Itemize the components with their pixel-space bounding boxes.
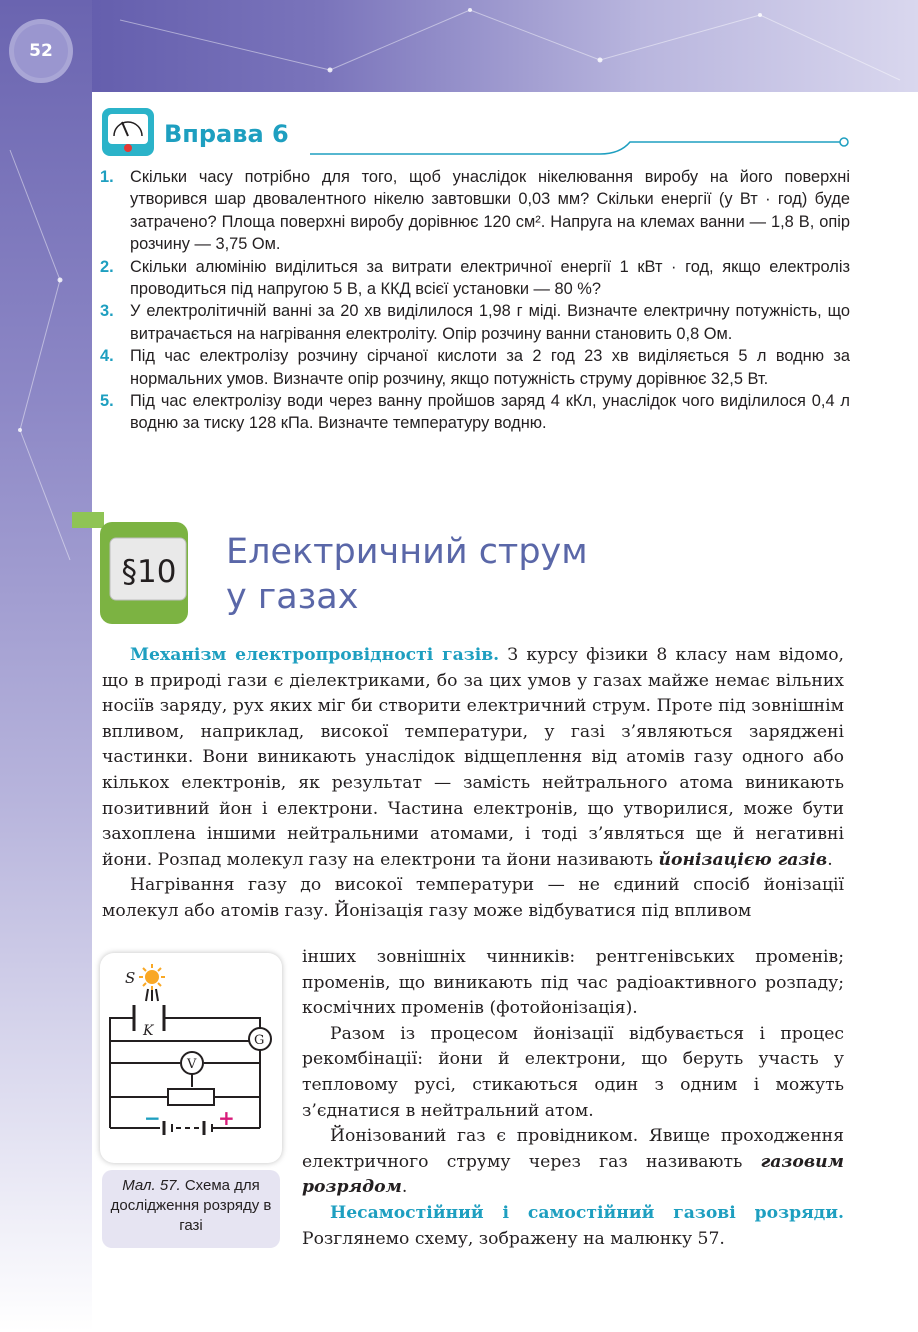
galvanometer-label: G (254, 1033, 265, 1048)
exercise-item-number: 5. (100, 392, 114, 411)
exercise-item-number: 1. (100, 168, 114, 186)
exercise-item-number: 3. (100, 302, 114, 321)
page-number: 52 (29, 41, 53, 61)
voltmeter-label: V (187, 1057, 197, 1072)
exercise-item-text: Скільки часу потрібно для того, щоб унаслідок нікелювання виробу на його поверхні утворився шар двовалентного нікелю завтовшки 0,03 мм? Скільки енергії (у Вт · год) буде затрачено? Площа поверхні виробу дорівнює 120 см². Напруга на клемах ванни — 1,8 В, опір розчину — 3,75 Ом. (130, 168, 850, 254)
exercise-item (100, 345, 850, 390)
term: газовим розрядом (302, 1151, 844, 1198)
circuit-diagram (100, 953, 282, 1163)
gauge-icon (102, 108, 154, 156)
paragraph: Разом із процесом йонізації відбувається і процес рекомбінації: йони й електрони, що беруть участь у тепловому русі, стикаються один з одним і можуть з’єднатися в нейтральний атом. (302, 1023, 844, 1121)
paragraph (102, 873, 844, 924)
exercise-title: Вправа 6 (164, 120, 289, 148)
term: йонізацією газів (658, 849, 828, 870)
paragraph: інших зовнішніх чинників: рентгенівських променів; променів, що виникають під час радіоактивного розпаду; космічних променів (фотойонізація). (302, 947, 844, 1019)
paragraph (302, 1124, 844, 1201)
paragraph-heading: Механізм електропровідності газів. (130, 645, 500, 665)
exercise-item (100, 300, 850, 345)
figure-caption-text: Схема для дослідження розряду в газі (110, 1177, 272, 1234)
tube-label: K (143, 1023, 154, 1039)
page-number-badge (14, 24, 68, 78)
paragraph-text: Йонізований газ є провідником. Явище проходження електричного струму через газ називають (302, 1126, 844, 1172)
paragraph-text: Нагрівання газу до високої температури — не єдиний спосіб йонізації молекул або атомів газу. Йонізація газу може відбуватися під впливом (102, 875, 844, 921)
figure-caption (102, 1170, 280, 1248)
exercise-item-text: Скільки алюмінію виділиться за витрати електричної енергії 1 кВт · год, якщо електроліз проводиться під напругою 5 В, а ККД всієї установки — 80 %? (130, 257, 850, 299)
right-column-text (302, 945, 844, 1252)
exercise-item (100, 256, 850, 301)
paragraph (102, 643, 844, 873)
section-number: §10 (121, 554, 177, 590)
exercise-item-text: Під час електролізу води через ванну пройшов заряд 4 кКл, унаслідок чого виділилося 0,4 л водню за тиску 128 кПа. Визначте температуру водню. (130, 392, 850, 433)
section-title-line: Електричний струм (226, 532, 588, 572)
punctuation: . (401, 1177, 408, 1198)
paragraph-heading: Несамостійний і самостійний газові розряди. (330, 1202, 844, 1223)
exercise-item-number: 2. (100, 257, 114, 276)
exercise-list (100, 166, 850, 435)
exercise-item-text: У електролітичній ванні за 20 хв виділилося 1,98 г міді. Визначте електричну потужність, що витрачається на нагрівання електроліту. Опір розчину ванни становить 0,8 Ом. (130, 302, 850, 343)
exercise-item-number: 4. (100, 347, 114, 366)
exercise-item-text: Під час електролізу розчину сірчаної кислоти за 2 год 23 хв виділяється 5 л водню за нормальних умов. Визначте опір розчину, якщо потужність струму дорівнює 32,5 Вт. (130, 347, 850, 388)
paragraph (302, 1201, 844, 1252)
exercise-item (100, 166, 850, 256)
paragraph-text: Розглянемо схему, зображену на малюнку 57. (302, 1228, 725, 1249)
circuit-figure (100, 953, 282, 1163)
paragraph-text: З курсу фізики 8 класу нам відомо, що в природі гази є діелектриками, бо за цих умов у газах майже немає вільних носіїв заряду, рух яких міг би створити електричний струм. Проте під зовнішнім впливом, наприклад, високої температури, у газі з’являються заряджені частинки. Вони виникають унаслідок відщеплення від атомів газу одного або кількох електронів, як результат — замість нейтрального атома виникають позитивний йон і електрони. Частина електронів, що утворилися, може бути захоплена іншими нейтральними атомами, і тоді з’являться ще й негативні йони. Розпад молекул газу на електрони та йони називають (102, 645, 845, 870)
section-title (226, 530, 786, 620)
punctuation: . (827, 849, 833, 870)
body-text-block (102, 643, 844, 925)
plus-sign: + (218, 1106, 235, 1130)
minus-sign: − (144, 1106, 161, 1130)
exercise-item (100, 390, 850, 435)
source-label: S (125, 969, 136, 987)
figure-caption-label: Мал. 57. (122, 1177, 181, 1194)
section-title-line: у газах (226, 577, 359, 617)
